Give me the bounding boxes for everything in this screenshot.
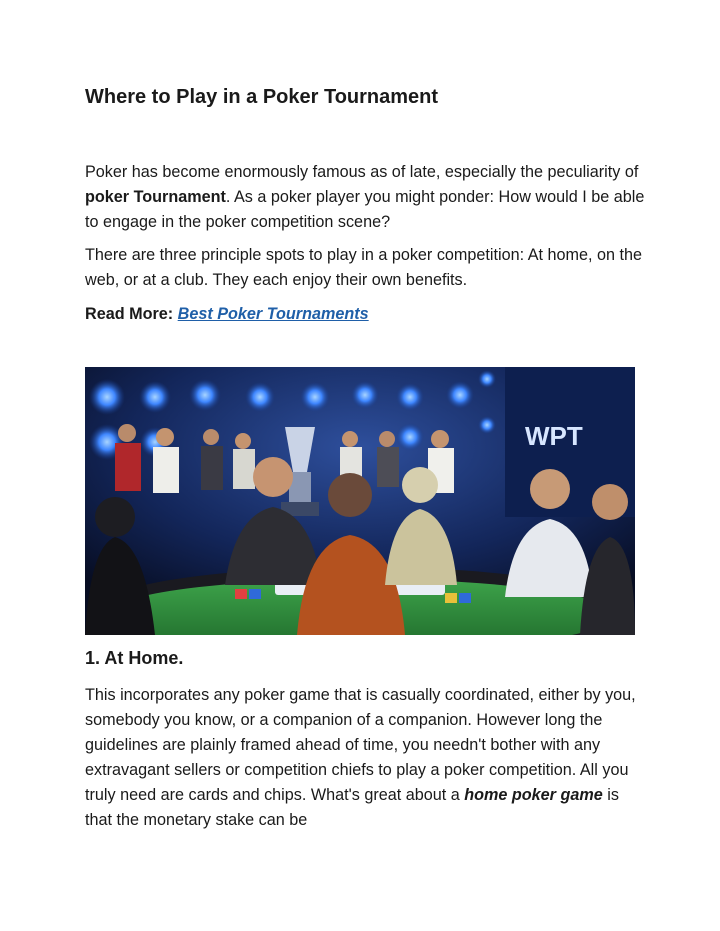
intro-bold-term: poker Tournament <box>85 188 226 206</box>
intro-text-after: . As a poker player you might ponder: How would I be able to engage in the poker competition scene? <box>85 188 645 231</box>
locations-paragraph: There are three principle spots to play in a poker competition: At home, on the web, or at a club. They each enjoy their own benefits. <box>85 246 642 289</box>
read-more-label: Read More: <box>85 305 178 323</box>
home-poker-game-term: home poker game <box>464 786 603 804</box>
page-title: Where to Play in a Poker Tournament <box>85 86 439 108</box>
read-more-line <box>85 302 645 327</box>
read-more-link[interactable]: Best Poker Tournaments <box>177 305 369 323</box>
intro-text-before: Poker has become enormously famous as of late, especially the peculiarity of <box>85 163 639 181</box>
poker-tournament-photo <box>85 367 635 635</box>
wall-logo: WPT <box>525 421 583 451</box>
photo-illustration <box>85 367 635 635</box>
at-home-text-before: This incorporates any poker game that is casually coordinated, either by you, somebody you know, or a companion of a companion. However long the guidelines are plainly framed ahead of time, you needn't bother with any extravagant sellers or competition chiefs to play a poker competition. All you truly need are cards and chips. What's great about a <box>85 686 636 804</box>
at-home-paragraph <box>85 683 645 833</box>
at-home-text-after: is that the monetary stake can be <box>85 786 619 829</box>
intro-paragraph <box>85 160 645 235</box>
section-heading-at-home: 1. At Home. <box>85 648 184 668</box>
